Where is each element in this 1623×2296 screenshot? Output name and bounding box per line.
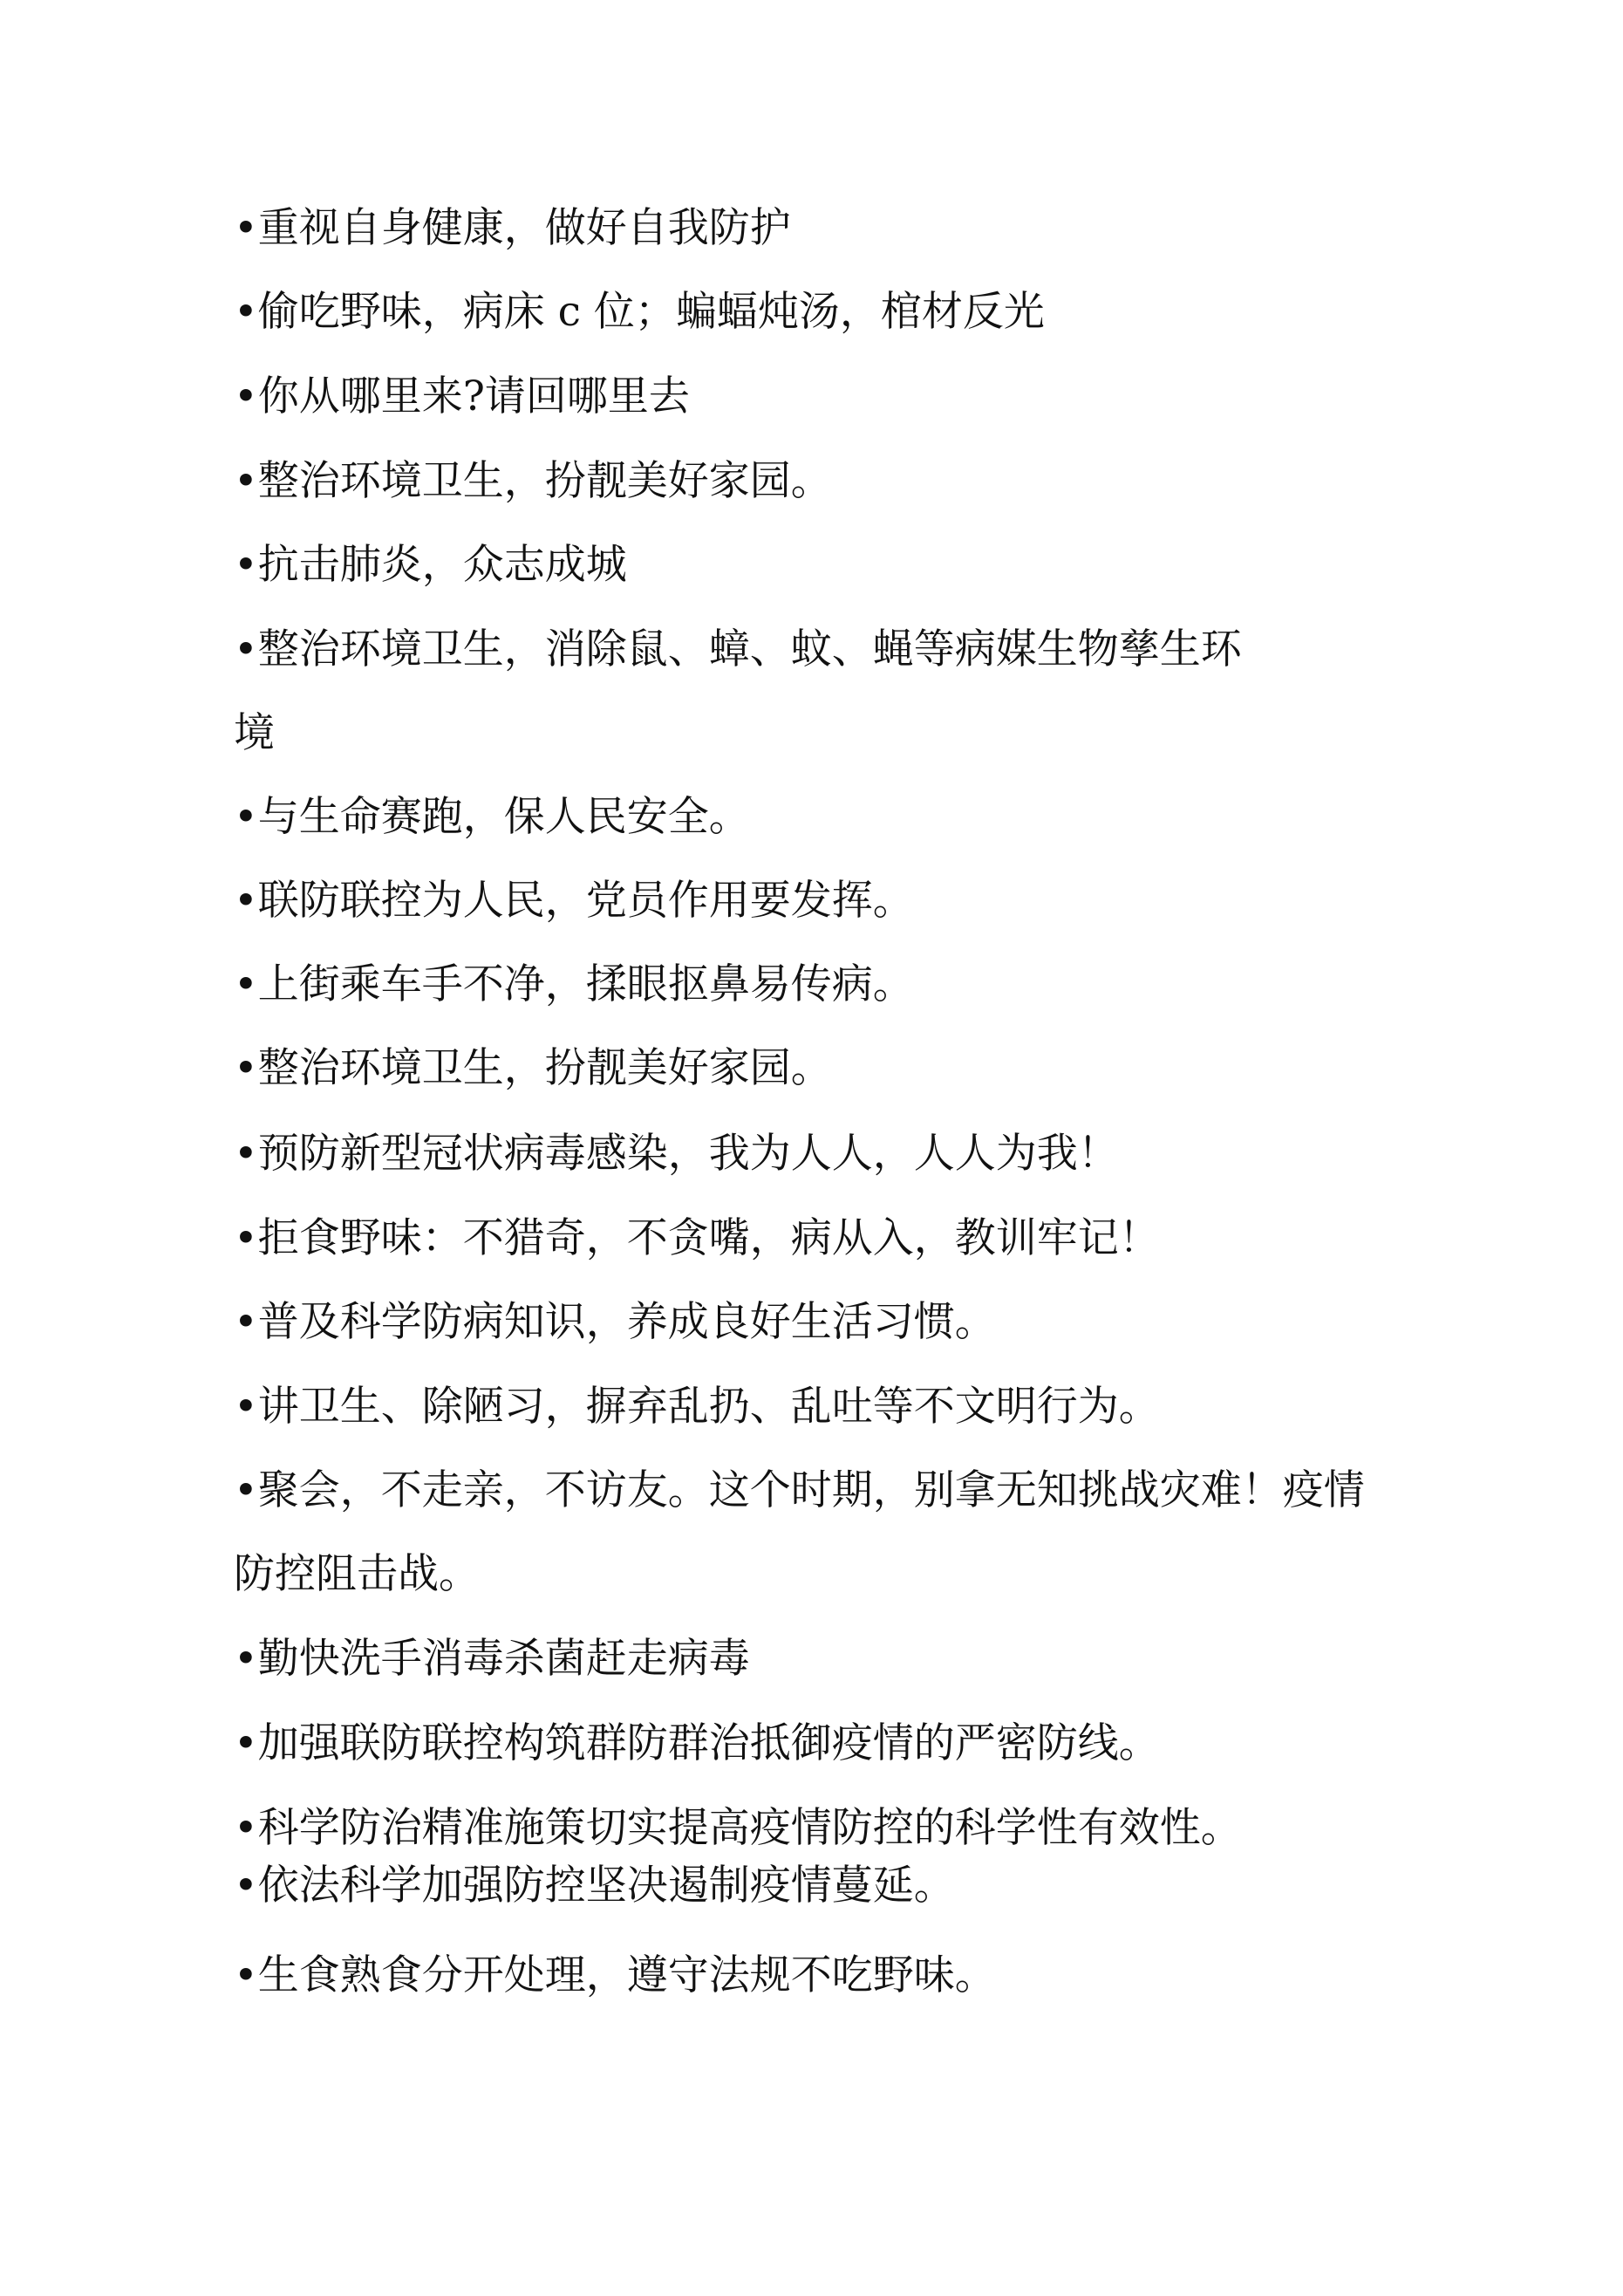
slogan-line: •你从哪里来?请回哪里去 <box>234 372 690 420</box>
slogan-line: •整治环境卫生，扮靓美好家园。 <box>234 1044 832 1092</box>
slogan-line: •拒食野味：不猎奇，不贪嘴，病从入，教训牢记！ <box>234 1214 1160 1262</box>
slogan-line: •依法科学加强防控坚决遏制疫情蔓延。 <box>234 1862 955 1910</box>
slogan-line: •与生命赛跑，保人民安全。 <box>234 793 750 841</box>
slogan-line: •重视自身健康，做好自我防护 <box>234 204 791 252</box>
slogan-line: •加强联防联控构筑群防群治抵御疫情的严密防线。 <box>234 1719 1160 1767</box>
slogan-line-continuation: 防控阻击战。 <box>234 1550 480 1598</box>
slogan-line: •科学防治精准施策切实提高疫情防控的科学性有效性。 <box>234 1804 1242 1852</box>
slogan-line: •抗击肺炎，众志成城 <box>234 541 627 589</box>
slogan-line: •预防新型冠状病毒感染，我为人人，人人为我！ <box>234 1130 1119 1178</box>
slogan-line: •讲卫生、除陋习，摒弃乱扔、乱吐等不文明行为。 <box>234 1383 1160 1431</box>
slogan-line: •联防联控为人民，党员作用要发挥。 <box>234 877 914 925</box>
slogan-line: •偷吃野味，病床 c 位；蝙蝠炖汤，棺材反光 <box>234 288 1045 336</box>
slogan-line: •普及科学防病知识，养成良好生活习惯。 <box>234 1298 996 1346</box>
slogan-line: •聚会，不走亲，不访友。这个时期，别拿无知挑战灾难！疫情 <box>234 1466 1365 1514</box>
slogan-line: •生食熟食分开处理，遵守法规不吃野味。 <box>234 1951 996 1999</box>
slogan-line-continuation: 境 <box>234 709 275 757</box>
slogan-line: •整治环境卫生，消除鼠、蟑、蚊、蝇等病媒生物孳生环 <box>234 625 1242 673</box>
slogan-line: •上街乘车手不净，揉眼抠鼻易传病。 <box>234 960 914 1008</box>
slogan-line: •整治环境卫生，扮靓美好家园。 <box>234 457 832 505</box>
slogan-line: •勤快洗手消毒杀菌赶走病毒 <box>234 1635 750 1683</box>
